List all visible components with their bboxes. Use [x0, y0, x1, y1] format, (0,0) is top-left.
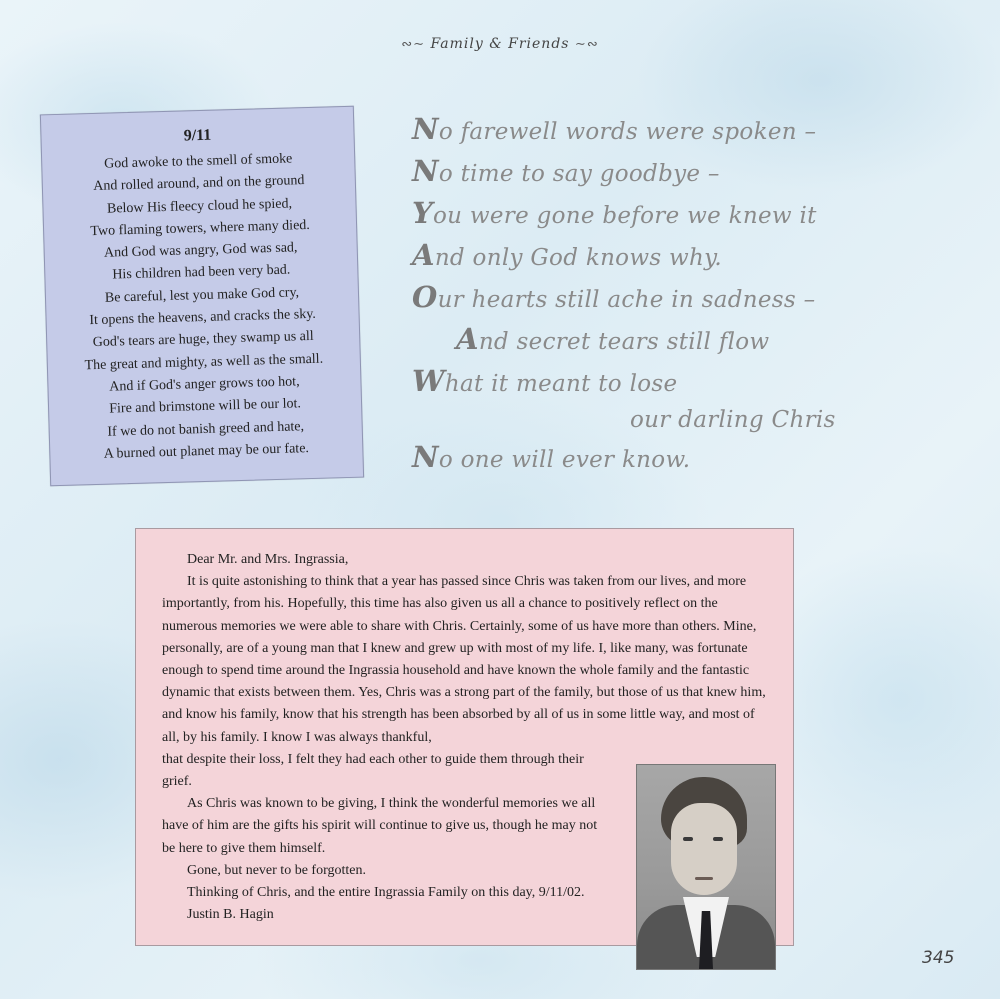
- poem-line: The great and mighty, as well as the small.: [84, 351, 324, 373]
- poem-line: If we do not banish greed and hate,: [107, 418, 305, 440]
- letter-line: Thinking of Chris, and the entire Ingrassia Family on this day, 9/11/02.: [187, 885, 585, 901]
- poem-title: 9/11: [183, 126, 212, 145]
- poem-card: [40, 106, 364, 487]
- poem-line: A burned out planet may be our fate.: [103, 440, 310, 462]
- letter-paragraph: It is quite astonishing to think that a year has passed since Chris was taken from our lives, and more importantly, from his. Hopefully, this time has also given us all a chance to positively reflect on the numerous memories we were able to share with Chris. Certainly, some of us have more than others. Mine, personally, are of a young man that I knew and grew up with most of my life. I, like many, was fortunate enough to spend time around the Ingrassia household and have known the whole family and the fantastic dynamic that exists between them. Yes, Chris was a strong part of the family, but those of us that knew him, and know his family, know that his strength has been absorbed by all of us in some little way, and most of all, by his family. I know I was always thankful,: [162, 574, 766, 745]
- letter-line: Gone, but never to be forgotten.: [187, 862, 366, 878]
- verse-line: You were gone before we knew it: [412, 196, 817, 230]
- letter-salutation: Dear Mr. and Mrs. Ingrassia,: [187, 552, 349, 567]
- page-number: 345: [922, 948, 955, 968]
- verse-line: our darling Chris: [630, 407, 836, 433]
- verse-line: Our hearts still ache in sadness –: [412, 280, 816, 314]
- poem-line: Fire and brimstone will be our lot.: [109, 396, 302, 417]
- poem-line: Below His fleecy cloud he spied,: [106, 196, 293, 217]
- poem-line: God awoke to the smell of smoke: [103, 151, 293, 172]
- poem-line: Be careful, lest you make God cry,: [104, 285, 300, 306]
- poem-line: It opens the heavens, and cracks the sky.: [89, 306, 317, 329]
- letter-signature: Justin B. Hagin: [187, 907, 274, 923]
- poem-line: And rolled around, and on the ground: [93, 173, 305, 195]
- poem-body: [42, 147, 363, 468]
- verse-line: No farewell words were spoken –: [412, 112, 817, 146]
- verse-line: No one will ever know.: [412, 440, 691, 474]
- verse-line: And secret tears still flow: [456, 322, 770, 356]
- verse-line: What it meant to lose: [412, 364, 678, 398]
- verse-line: And only God knows why.: [412, 238, 722, 272]
- portrait-photo: [636, 764, 776, 970]
- header-text: Family & Friends: [430, 36, 570, 52]
- poem-line: God's tears are huge, they swamp us all: [92, 329, 314, 351]
- poem-line: His children had been very bad.: [112, 263, 291, 283]
- poem-line: And if God's anger grows too hot,: [109, 374, 300, 395]
- letter-paragraph-end: that despite their loss, I felt they had each other to guide them through their grief.: [162, 751, 584, 790]
- verse-line: No time to say goodbye –: [412, 154, 720, 188]
- poem-line: And God was angry, God was sad,: [103, 240, 298, 261]
- poem-line: Two flaming towers, where many died.: [90, 217, 311, 239]
- running-header: [0, 36, 1000, 52]
- swirl-ornament-right: ∼∾: [574, 37, 599, 52]
- letter-paragraph: As Chris was known to be giving, I think the wonderful memories we all have of him are the gifts his spirit will continue to give us, though he may not be here to give them himself.: [162, 796, 598, 856]
- swirl-ornament-left: ∾∼: [401, 37, 426, 52]
